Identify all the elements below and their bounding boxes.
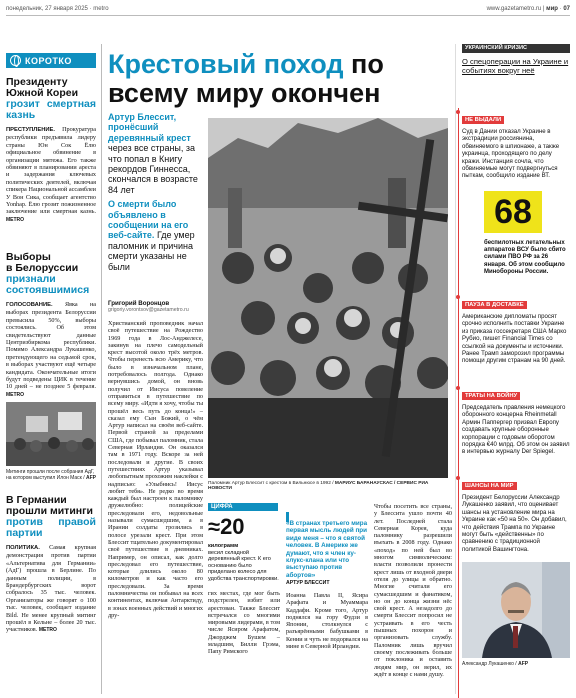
pilgrim-with-cross-photo <box>208 118 448 478</box>
page-locator: www.gazetametro.ru | мир · 07 <box>486 6 570 12</box>
article-column-3: Иоанна Павла II, Ясира Арафата и Муаммара Каддафи. Кроме того, Артур поднялся на гору Фудзи в Японии, столкнулся с разъярёнными бабушками в Кении и чуть не подорвался на мине в Северной Ирландии. <box>286 592 368 651</box>
drones-number: 68 <box>484 191 542 233</box>
article-headline[interactable]: Крестовый поход по всему миру окончен <box>108 49 384 108</box>
timeline-line <box>458 108 459 698</box>
article-photo-caption: Паломник Артур Блессит с крестом в Вильнюсе в 1992 / МАРИУС БАРАНАУСКАС / СЕРВИС РИА НОВОСТИ <box>208 481 429 491</box>
news-label: НЕ ВЫДАЛИ <box>462 116 504 124</box>
brief-text: ПРЕСТУПЛЕНИЕ. Прокуратура республики предъявила лидеру страны Юн Сок Ёлю официальное обвинение в организации мятежа. Его также обвиняют в планировании ареста и задержания ключевых политических деятелей, включая спикера Национальной ассамблеи У Вон Сика, сообщает агентство Yonhap. Ёлю грозит пожизненное заключение или смертная казнь. METRO <box>6 126 96 223</box>
page-header <box>6 4 570 16</box>
issue-date: понедельник, 27 января 2025 · metro <box>6 6 109 12</box>
timeline-bullet <box>456 386 460 390</box>
brief-belarus <box>6 252 96 399</box>
brief-title[interactable]: Выборы в Белоруссии признали состоявшимися <box>6 251 90 296</box>
author-email[interactable]: grigoriy.vorontsov@gazetametro.ru <box>108 307 189 313</box>
article-quote: «В странах третьего мира первая мысль людей при виде меня – что я святой человек. В Америке же думают, что я член ку-клукс-клана или что выступаю против абортов» <box>286 520 368 579</box>
news-item-delivery-pause <box>462 293 570 365</box>
article-byline <box>108 300 203 313</box>
news-item-peace-chances <box>462 474 570 553</box>
article-photo <box>208 118 448 478</box>
quote-author: АРТУР БЛЕССИТ <box>286 580 330 586</box>
news-text: Американские дипломаты просят срочно исполнить поставки Украине из приказа госсекретаря США Марко Рубио, пишет Financial Times со ссылкой на документы и источники. Ранее Трамп заморозил программы помощи другим странам на 90 дней. <box>462 313 567 365</box>
brief-title[interactable]: В Германии прошли митинги против правой партии <box>6 494 96 539</box>
lukashenko-photo <box>462 562 570 658</box>
lukashenko-photo-caption: Александр Лукашенко / AFP <box>462 661 529 667</box>
author-name: Григорий Воронцов <box>108 300 170 307</box>
page-number: 07 <box>563 6 570 12</box>
protest-photo-image <box>6 402 96 466</box>
timeline-bullet <box>456 295 460 299</box>
section-tag-label: КОРОТКО <box>25 55 72 66</box>
news-item-extradition <box>462 108 570 180</box>
brief-title[interactable]: Президенту Южной Кореи грозит смертная казнь <box>6 76 96 121</box>
section-tag-korotko <box>6 53 96 68</box>
globe-icon <box>10 55 21 66</box>
column-divider <box>455 44 456 694</box>
site-url[interactable]: www.gazetametro.ru <box>486 6 542 12</box>
news-label: ПАУЗА В ДОСТАВКЕ <box>462 301 527 309</box>
article-column-1: Христианский проповедник начал своё путешествие на Рождество 1969 года в Лос-Анджелесе, закинув на плечо самодельный крест высотой около трёх метров. Чтобы перенесть всю Америку, что было в изначальном плане, потребовалось полгода. Однако вернувшись домой, он вновь получил от Иисуса повеление отправиться в путешествие по всему миру. «Идти я хочу, чтобы ты прошёл весь путь до конца!» – сказал ему Сын Божий, о чём Артур написал на своём веб-сайте. Первой страной за пределами США, где побывал паломник, стала Северная Ирландия. Он оказался там в 1971 году. Вскоре за ней последовали и другие. В своих путешествиях Артур указывал любопытным прохожим наклейки с надписью: «Улыбнись! Иисус любит тебя». Не редко во время каждый был настроен к паломнику дружелюбно: полицейские преследовали его, недовольные называли сумасшедшим, а в Ирании солдаты грозились в полосе урезали крест. При этом Блессит тщательно документировал своё путешествие в дневниках. Например, он описал, как долго преследовал его путешествие, которые длились около 80 километров и как часто его преследовали. За время паломничества он побывал на всех континентах, включая Антарктиду, в зонах военных действий и многих дру- <box>108 320 203 619</box>
news-text: Суд в Дании отказал Украине в экстрадиции россиянина, обвиняемого в шпионаже, а также украинца, проходящего по делу кражи. Инстанция сочла, что обвиняемые могут подвергнуться пыткам, сообщило издание ВТ. <box>462 128 560 180</box>
timeline-bullet <box>456 476 460 480</box>
news-text: Президент Белоруссии Александр Лукашенко заявил, что оценивает шансы на установление мира на Украине как «50 на 50». Он добавил, что действия Трампа по Украине могут быть «действенны» по сравнению с традиционной политикой Вашингтона. <box>462 494 567 553</box>
brief-germany <box>6 495 96 635</box>
article-column-4: Чтобы посетить все страны, у Блессита ушло почти 40 лет. Последней стала Северная Корея, куда паломнику разрешили въехать в 2008 году. Однако «поход» по ней был во многом символическим: власти позволили пронести крест лишь от входной двери отеля до улицы и обратно. Многие считали его сумасшедшим и фанатиком, но он до конца жизни нёс свой крест. А незадолго до смерти Блессит попросил не устраивать в его честь пышных похорон и организовать службу. Паломник лишь вручил своему послеживать больше от поклоника и оставить людям мир, он верил, их ждёт в конце с нами душу. <box>374 503 452 678</box>
lukashenko-photo-image <box>462 562 570 658</box>
fact-description: килограмм весил складной деревянный крест. К его основанию было приделано колесо для удобства транспортировки. <box>208 543 279 582</box>
brief-korea <box>6 77 96 224</box>
protest-photo <box>6 402 96 466</box>
brief-text: ПОЛИТИКА. Самая крупная демонстрация против партии «Альтернатива для Германии» (АдГ) прошла в Берлине. По данным полиции, в Брандербургских ворот собралось 35 тыс. человек. Организаторы же говорят о 100 тыс. человек, сообщает издание Bild. Не менее крупный митинг прошёл в Кельне – более 20 тыс. участников. METRO <box>6 544 97 634</box>
news-label: ТРАТЫ НА ВОЙНУ <box>462 392 520 400</box>
fact-value: ≈20 <box>208 514 245 539</box>
drones-description: беспилотных летательных аппаратов ВСУ было сбито силами ПВО РФ за 26 января. Об этом сообщило Минобороны России. <box>484 240 566 275</box>
section-tag-ukraine: УКРАИНСКИЙ КРИЗИС <box>462 44 570 53</box>
timeline-bullet <box>456 110 460 114</box>
column-divider <box>101 44 102 694</box>
section-name: мир <box>546 6 558 12</box>
article-column-2: гих местах, где мог быть подстрелен, избит или арестован. Также Блессит встречался со многими мировыми лидерами, в том числе Ясиром Арафатом, Джорджем Бушем – младшим, Билли Грэма, Папу Римского <box>208 590 280 656</box>
news-text: Председатель правления немецкого оборонного концерна Rheinmetall Армин Паппергер призвал Европу создавать крупные оборонные корпорации с годовым оборотом порядка €40 млрд. Об этом он заявил в интервью журналу Der Spiegel. <box>462 404 570 456</box>
news-label: ШАНСЫ НА МИР <box>462 482 517 490</box>
article-intro: Артур Блессит, пронёсший деревянный крест через все страны, за что попал в Книгу рекордов Гиннесса, скончался в возрасте 84 лет О смерти было объявлено в сообщении на его веб-сайте. Где умер паломник и причина смерти указаны не были <box>108 112 198 272</box>
brief-text: ГОЛОСОВАНИЕ. Явка на выборах президента Белоруссии превысила 50%, выборы состоялись. Об этом свидетельствуют данные Центризбиркома республики. Помимо Александра Лукашенко, претендующего на седьмой срок, в выборах участвуют ещё четыре кандидата. Окончательные итоги будут подведены ЦИК в течение 10 дней – не позднее 5 февраля. METRO <box>6 301 97 398</box>
protest-photo-caption: Митинги прошли после собрания АдГ, на котором выступил Илон Маск / AFP <box>6 469 97 481</box>
news-item-war-spending <box>462 384 570 456</box>
fact-tag: ЦИФРА <box>208 503 278 511</box>
ukraine-section-link[interactable]: О спецоперации на Украине и событиях вокруг неё <box>462 57 569 75</box>
